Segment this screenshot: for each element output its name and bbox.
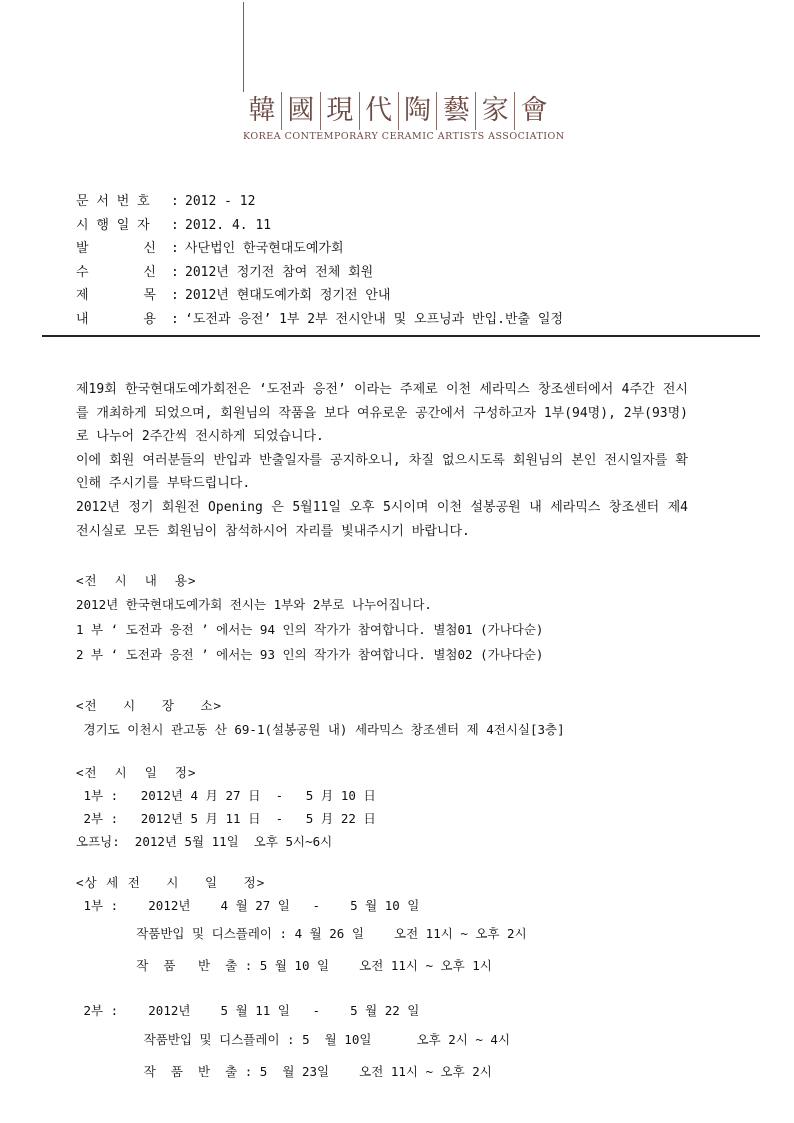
- meta-value: ‘도전과 응전’ 1부 2부 전시안내 및 오프닝과 반입.반출 일정: [185, 311, 564, 327]
- section-line: 2012년 한국현대도예가회 전시는 1부와 2부로 나누어집니다.: [76, 597, 432, 612]
- exhibit-place-section: [76, 695, 565, 742]
- meta-row-sender: 발 신 : 사단법인 한국현대도예가회: [76, 237, 756, 261]
- logo-char: 國: [281, 92, 320, 130]
- section-line: 2 부 ‘ 도전과 응전 ’ 에서는 93 인의 작가가 참여합니다. 별첨02 (가나다순): [76, 647, 544, 662]
- section-heading: <전 시 내 용>: [76, 573, 197, 588]
- section-line: 1부 : 2012년 4 월 27 일 - 5 월 10 일: [76, 898, 420, 913]
- meta-value: 2012년 현대도예가회 정기전 안내: [185, 288, 391, 303]
- logo-char: 代: [359, 92, 398, 130]
- section-line: 작 품 반 출 : 5 월 23일 오전 11시 ~ 오후 2시: [76, 1064, 492, 1079]
- body-text: [76, 378, 688, 543]
- meta-value: 2012 - 12: [185, 194, 256, 209]
- logo-char: 會: [514, 92, 553, 130]
- logo-char: 藝: [436, 92, 475, 130]
- section-heading: <전 시 장 소>: [76, 698, 223, 713]
- section-line: 경기도 이천시 관고동 산 69-1(설봉공원 내) 세라믹스 창조센터 제 4전시실[3층]: [76, 722, 565, 737]
- meta-label: 내 용: [76, 311, 156, 327]
- section-heading: <상 세 전 시 일 정>: [76, 875, 266, 890]
- logo-line: [243, 2, 244, 92]
- section-line: 2부 : 2012년 5 月 11 日 - 5 月 22 日: [76, 811, 376, 826]
- section-line: 1 부 ‘ 도전과 응전 ’ 에서는 94 인의 작가가 참여합니다. 별첨01 (가나다순): [76, 622, 544, 637]
- meta-label: 시 행 일 자: [76, 217, 150, 233]
- association-logo: [243, 0, 565, 150]
- logo-char: 家: [475, 92, 514, 130]
- section-line: 작품반입 및 디스플레이 : 4 월 26 일 오전 11시 ~ 오후 2시: [76, 926, 527, 941]
- section-line: 작 품 반 출 : 5 월 10 일 오전 11시 ~ 오후 1시: [76, 958, 492, 973]
- detail-schedule-section: [76, 872, 527, 982]
- body-paragraph: 제19회 한국현대도예가회전은 ‘도전과 응전’ 이라는 주제로 이천 세라믹스 창조센터에서 4주간 전시를 개최하게 되었으며, 회원님의 작품을 보다 여유로운 공간에서 구성하고자 1부(94명), 2부(93명)로 나누어 2주간씩 전시하게 되었습니다.: [76, 382, 688, 445]
- detail-schedule-part2: [76, 998, 510, 1088]
- meta-label: 제 목: [76, 288, 156, 303]
- logo-char: 陶: [398, 92, 437, 130]
- exhibit-schedule-section: [76, 762, 376, 853]
- meta-row-doc-number: 문 서 번 호 : 2012 - 12: [76, 190, 756, 214]
- meta-value: 사단법인 한국현대도예가회: [185, 241, 344, 256]
- section-line: 작품반입 및 디스플레이 : 5 월 10일 오후 2시 ~ 4시: [76, 1032, 511, 1047]
- section-heading: <전 시 일 정>: [76, 765, 197, 780]
- section-line: 1부 : 2012년 4 月 27 日 - 5 月 10 日: [76, 788, 376, 803]
- exhibit-content-section: [76, 570, 543, 667]
- body-paragraph: 이에 회원 여러분들의 반입과 반출일자를 공지하오니, 차질 없으시도록 회원님의 본인 전시일자를 확인해 주시기를 부탁드립니다.: [76, 452, 688, 492]
- meta-row-content: 내 용 : ‘도전과 응전’ 1부 2부 전시안내 및 오프닝과 반입.반출 일정: [76, 308, 756, 332]
- section-line: 2부 : 2012년 5 월 11 일 - 5 월 22 일: [76, 1003, 420, 1018]
- section-line: 오프닝: 2012년 5월 11일 오후 5시~6시: [76, 834, 333, 849]
- meta-row-date: 시 행 일 자 : 2012. 4. 11: [76, 214, 756, 238]
- meta-row-recipient: 수 신 : 2012년 정기전 참여 전체 회원: [76, 261, 756, 285]
- meta-value: 2012년 정기전 참여 전체 회원: [185, 264, 374, 280]
- header-divider: [42, 335, 760, 337]
- logo-english: KOREA CONTEMPORARY CERAMIC ARTISTS ASSOCIATION: [243, 131, 565, 142]
- meta-label: 문 서 번 호: [76, 194, 150, 209]
- document-header: [76, 190, 756, 331]
- logo-char: 韓: [248, 95, 276, 126]
- body-paragraph: 2012년 정기 회원전 Opening 은 5월11일 오후 5시이며 이천 설봉공원 내 세라믹스 창조센터 제4 전시실로 모든 회원님이 참석하시어 자리를 빛내주시기 바랍니다.: [76, 499, 688, 539]
- logo-hanja: [243, 92, 553, 130]
- logo-char: 現: [320, 92, 359, 130]
- meta-row-subject: 제 목 : 2012년 현대도예가회 정기전 안내: [76, 284, 756, 308]
- meta-label: 발 신: [76, 241, 156, 256]
- meta-value: 2012. 4. 11: [185, 217, 272, 233]
- meta-label: 수 신: [76, 264, 156, 280]
